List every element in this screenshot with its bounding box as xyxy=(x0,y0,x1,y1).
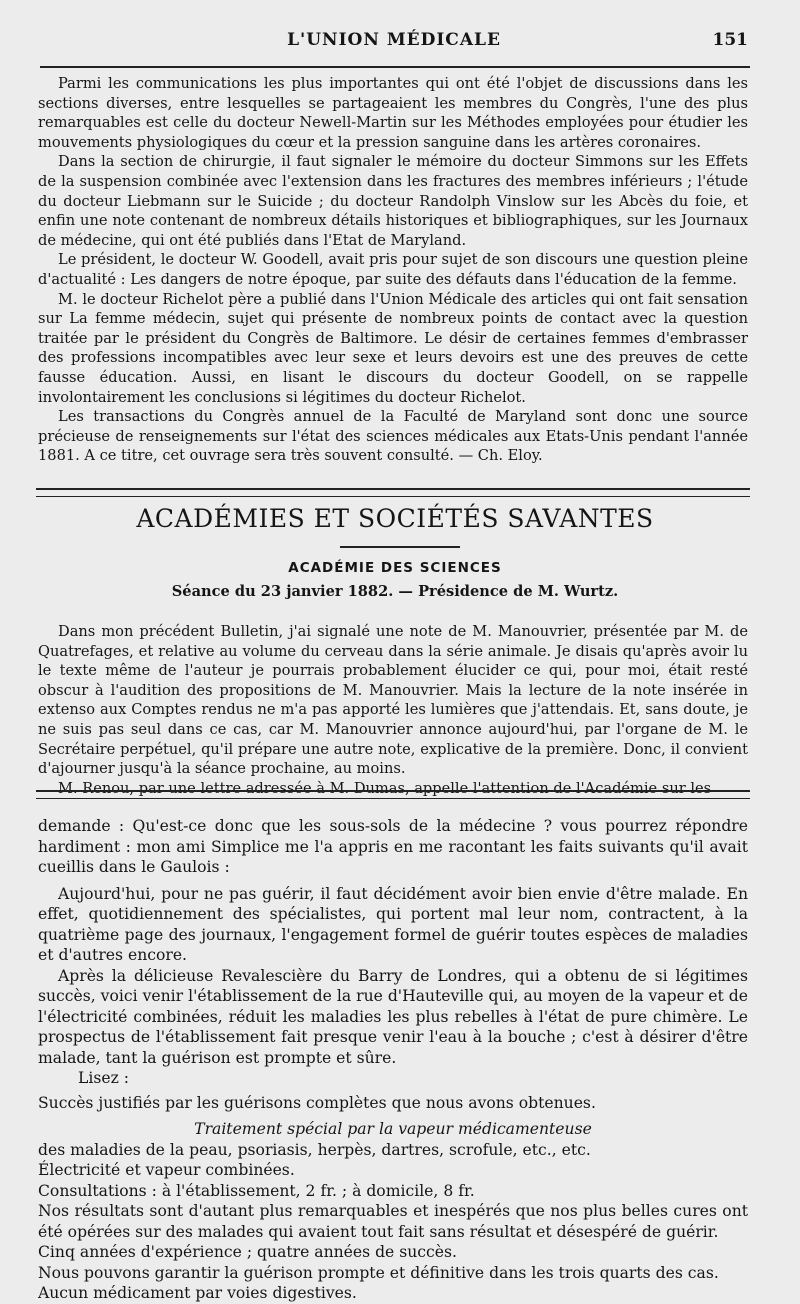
paragraph: Dans mon précédent Bulletin, j'ai signalé une note de M. Manouvrier, présentée par M. de Quatrefages, et relative au volume du cerveau dans la série animale. Je disais qu'après avoir lu le texte même de l'auteur je pourrais probablement élucider ce qui, pour moi, était resté obscur à l'audition des propositions de M. Manouvrier. Mais la lecture de la note insérée in extenso aux Comptes rendus ne m'a pas apporté les lumières que j'attendais. Et, sans doute, je ne suis pas seul dans ce cas, car M. Manouvrier annonce aujourd'hui, par l'organe de M. le Secrétaire perpétuel, qu'il prépare une autre note, explicative de la première. Donc, il convient d'ajourner jusqu'à la séance prochaine, au moins. xyxy=(38,623,748,778)
page-header xyxy=(40,30,748,54)
congress-review-section xyxy=(38,74,748,466)
paragraph: Dans la section de chirurgie, il faut signaler le mémoire du docteur Simmons sur les Effets de la suspension combinée avec l'extension dans les fractures des membres inférieurs ; l'étude du docteur Liebmann sur le Suicide ; du docteur Randolph Vinslow sur les Abcès du foie, et enfin une note contenant de nombreux détails historiques et bibliographiques, sur les Journaux de médecine, qui ont été publiés dans l'Etat de Maryland. xyxy=(38,153,748,249)
paragraph: Après la délicieuse Revalescière du Barry de Londres, qui a obtenu de si légitimes succès, voici venir l'établissement de la rue d'Hauteville qui, au moyen de la vapeur et de l'électricité combinées, réduit les maladies les plus rebelles à l'état de pure chimère. Le prospectus de l'établissement fait presque venir l'eau à la bouche ; c'est à désirer d'être malade, tant la guérison est prompte et sûre. xyxy=(38,966,748,1067)
list-item: Aucun médicament par voies digestives. xyxy=(38,1284,357,1302)
lisez-label: Lisez : xyxy=(78,1069,129,1087)
list-item: Consultations : à l'établissement, 2 fr. ; à domicile, 8 fr. xyxy=(38,1181,475,1200)
list-item: Nous pouvons garantir la guérison prompte et définitive dans les trois quarts des cas. xyxy=(38,1263,719,1282)
paragraph: Parmi les communications les plus importantes qui ont été l'objet de discussions dans les sections diverses, entre lesquelles se partageaient les membres du Congrès, l'une des plus remarquables est celle du docteur Newell-Martin sur les Méthodes employées pour étudier les mouvements physiologiques du cœur et la pression sanguine dans les artères coronaires. xyxy=(38,75,748,151)
feuilleton-divider xyxy=(36,790,750,799)
advert-list xyxy=(38,1140,748,1304)
academy-report xyxy=(38,622,748,798)
list-item: Cinq années d'expérience ; quatre années de succès. xyxy=(38,1243,457,1261)
feuilleton-section xyxy=(38,816,748,1304)
section-title: ACADÉMIES ET SOCIÉTÉS SAVANTES xyxy=(136,504,654,533)
page-number: 151 xyxy=(712,30,748,50)
paragraph: M. Renou, par une lettre adressée à M. Dumas, appelle l'attention de l'Académie sur les xyxy=(58,779,712,797)
title-rule xyxy=(340,546,460,548)
seance-line: Séance du 23 janvier 1882. — Présidence de M. Wurtz. xyxy=(171,583,619,600)
section-divider xyxy=(36,488,750,497)
paragraph: Succès justifiés par les guérisons complètes que nous avons obtenues. xyxy=(38,1093,596,1112)
header-rule xyxy=(40,66,750,68)
paragraph: Aujourd'hui, pour ne pas guérir, il faut décidément avoir bien envie d'être malade. En effet, quotidiennement des spécialistes, qui portent mal leur nom, contractent, à la quatrième page des journaux, l'engagement formel de guérir toutes espèces de maladies et d'autres encore. xyxy=(38,884,748,964)
paragraph: Les transactions du Congrès annuel de la Faculté de Maryland sont donc une source précieuse de renseignements sur l'état des sciences médicales aux Etats-Unis pendant l'année 1881. A ce titre, cet ouvrage sera très souvent consulté. — Ch. Eloy. xyxy=(38,408,748,465)
running-title: L'UNION MÉDICALE xyxy=(287,30,501,50)
paragraph: Le président, le docteur W. Goodell, avait pris pour sujet de son discours une question pleine d'actualité : Les dangers de notre époque, par suite des défauts dans l'éducation de la femme. xyxy=(38,251,748,288)
treatment-heading: Traitement spécial par la vapeur médicamenteuse xyxy=(194,1120,592,1138)
paragraph: demande : Qu'est-ce donc que les sous-sols de la médecine ? vous pourrez répondre hardiment : mon ami Simplice me l'a appris en me racontant les faits suivants qu'il avait cueillis dans le Gaulois : xyxy=(38,817,748,876)
list-item: des maladies de la peau, psoriasis, herpès, dartres, scrofule, etc., etc. xyxy=(38,1140,591,1159)
list-item: Électricité et vapeur combinées. xyxy=(38,1161,295,1179)
paragraph: M. le docteur Richelot père a publié dans l'Union Médicale des articles qui ont fait sensation sur La femme médecin, sujet qui présente de nombreux points de contact avec la question traitée par le président du Congrès de Baltimore. Le désir de certaines femmes d'embrasser des professions incompatibles avec leur sexe et leurs devoirs est une des preuves de cette fausse éducation. Aussi, en lisant le discours du docteur Goodell, on se rappelle involontairement les conclusions si légitimes du docteur Richelot. xyxy=(38,290,748,406)
list-item: Nos résultats sont d'autant plus remarquables et inespérés que nos plus belles cures ont été opérées sur des malades qui avaient tout fait sans résultat et désespéré de guérir. xyxy=(38,1202,748,1241)
academy-subtitle: ACADÉMIE DES SCIENCES xyxy=(288,560,502,576)
